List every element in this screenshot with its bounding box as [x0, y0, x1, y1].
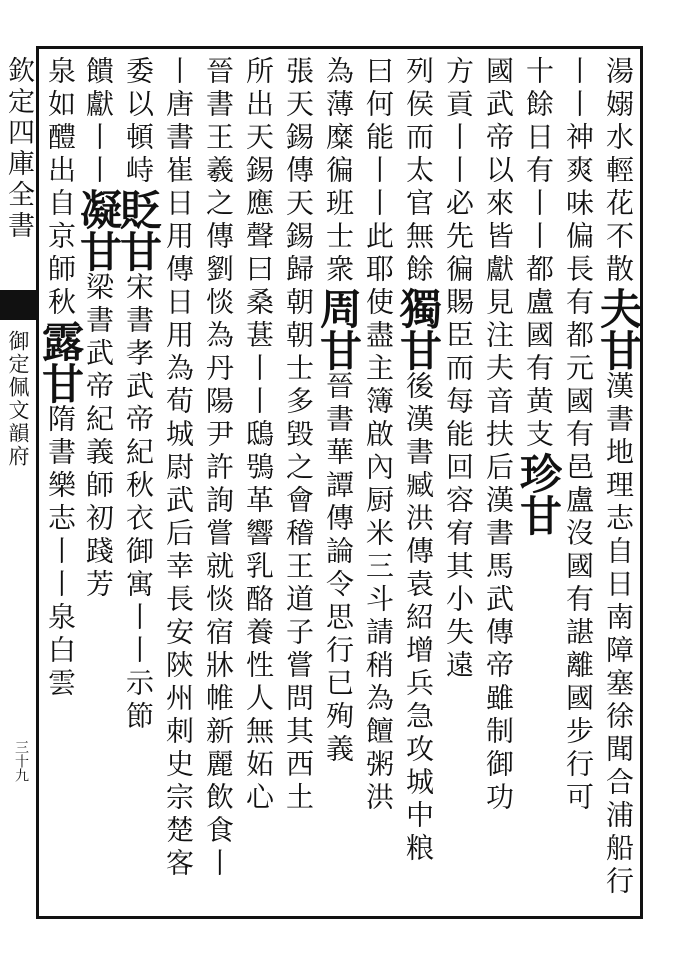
text-column: [278, 56, 318, 906]
headword: 獨甘: [394, 287, 443, 371]
text-segment: 湯嫋水輕花不散: [602, 56, 635, 287]
text-segment: 宋書孝武帝紀秋衣御寓丨丨示節: [122, 272, 155, 734]
headword: 露甘: [36, 320, 85, 404]
text-segment: 有都元國有邑盧沒國有諶離國步行可: [562, 287, 595, 815]
text-segment: 饋獻丨丨: [82, 56, 115, 188]
text-column: [158, 56, 198, 906]
text-segment: 丨丨神爽味偏長: [562, 56, 595, 287]
frame-top-rule: [36, 46, 640, 49]
text-segment: 所出天錫應聲曰桑葚丨丨鴟鴞革響乳酪養性人無妬心: [242, 56, 275, 815]
text-segment: 張天錫傳天錫歸朝朝士多毀之會稽王道子嘗問其西土: [282, 56, 315, 815]
text-segment: 晉書華譚傳論令思行已殉義: [322, 371, 355, 767]
headword: 珍甘: [514, 452, 563, 536]
text-segment: 十餘日有丨丨都盧國有黄支: [522, 56, 555, 452]
margin-black-band: [0, 290, 36, 320]
text-column: [394, 56, 443, 906]
text-segment: 晉書王羲之傳劉惔為丹陽尹許詢嘗就惔宿牀帷新麗飲食丨: [202, 56, 235, 881]
text-column: [558, 56, 598, 906]
text-column: [478, 56, 518, 906]
text-segment: 列侯而太官無餘: [402, 56, 435, 287]
headword: 夫甘: [594, 287, 643, 371]
text-column: [358, 56, 398, 906]
text-segment: 臣而每能回容宥其小失遠: [442, 320, 475, 683]
text-segment: 為薄糜徧班士衆: [322, 56, 355, 287]
frame-right-rule: [640, 46, 643, 919]
text-column: [36, 56, 85, 906]
text-column: [198, 56, 238, 906]
text-segment: 后漢書馬武傳帝雖制御功: [482, 452, 515, 815]
frame-bottom-rule: [36, 916, 640, 919]
text-column: [114, 56, 163, 906]
text-segment: 國武帝以來皆獻見注夫音扶: [482, 56, 515, 452]
text-column: [594, 56, 643, 906]
text-segment: 漢書地理志自日南障塞徐聞合浦船行: [602, 371, 635, 899]
margin-collection-title: 欽定四庫全書: [3, 56, 34, 242]
text-segment: 後漢書臧洪傳袁紹增兵急攻城中粮: [402, 371, 435, 866]
headword: 凝甘: [74, 188, 123, 272]
text-segment: 曰何能丨丨此耶使: [362, 56, 395, 320]
text-column: [514, 56, 563, 906]
text-segment: 梁書武帝紀義師初踐芳: [82, 272, 115, 602]
text-segment: 隋書樂志丨丨泉白雲: [44, 404, 77, 701]
text-column: [438, 56, 478, 906]
text-column: [314, 56, 363, 906]
margin-page-number: 三十九: [13, 740, 29, 782]
text-column: [238, 56, 278, 906]
text-segment: 泉如醴出自京師秋: [44, 56, 77, 320]
margin-book-title: 御定佩文韻府: [6, 330, 30, 468]
headword: 周甘: [314, 287, 363, 371]
text-segment: 丨唐書崔日用傳日用為荀城尉武后幸長安陝州刺史宗楚客: [162, 56, 195, 881]
headword: 貶甘: [114, 188, 163, 272]
text-column: [74, 56, 123, 906]
text-segment: 方貢丨丨必先徧賜: [442, 56, 475, 320]
text-segment: 委以頓峙: [122, 56, 155, 188]
text-segment: 盡主簿啟內厨米三斗請稍為饘粥洪: [362, 320, 395, 815]
margin-column: [0, 0, 36, 963]
frame-left-rule: [36, 46, 39, 919]
